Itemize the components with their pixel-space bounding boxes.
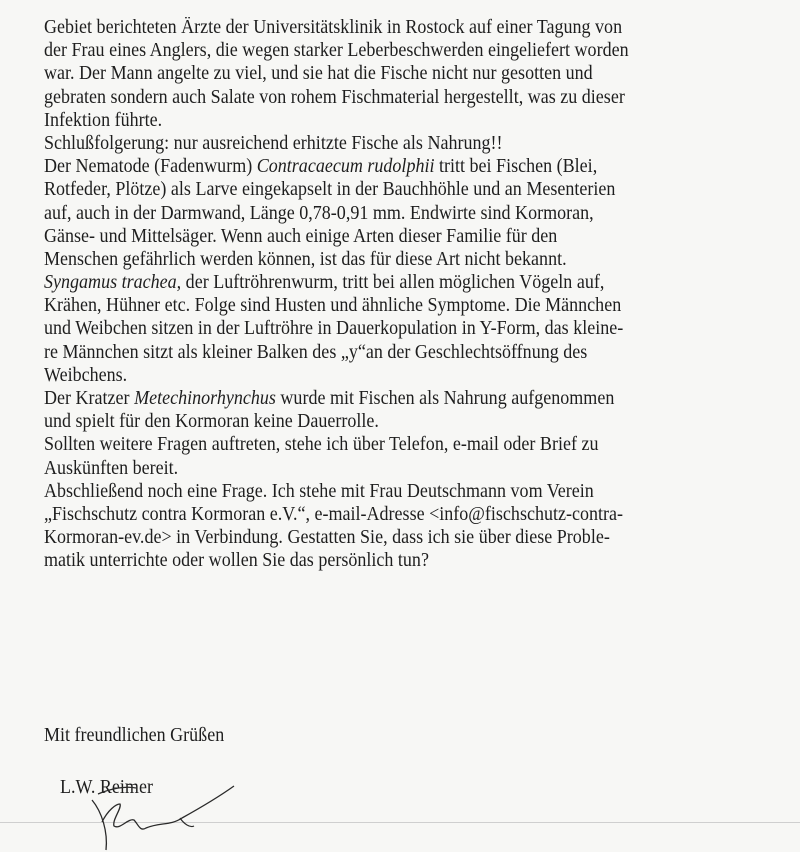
text-segment: matik unterrichte oder wollen Sie das persönlich tun? xyxy=(44,550,429,572)
text-line xyxy=(44,433,743,456)
text-segment: Sollten weitere Fragen auftreten, stehe ich über Telefon, e-mail oder Brief zu xyxy=(44,434,599,456)
species-name: Metechinorhynchus xyxy=(134,388,276,409)
text-segment: Rotfeder, Plötze) als Larve eingekapselt in der Bauchhöhle und an Mesenterien xyxy=(44,179,616,201)
text-segment: Weibchens. xyxy=(44,364,128,386)
handwritten-signature xyxy=(50,782,250,852)
text-line xyxy=(44,457,743,480)
text-line xyxy=(44,109,743,132)
species-name: Syngamus trachea, xyxy=(44,272,182,294)
text-line xyxy=(44,39,743,62)
letter-closing: Mit freundlichen Grüßen xyxy=(44,725,225,746)
text-line xyxy=(44,364,743,387)
text-segment: Abschließend noch eine Frage. Ich stehe mit Frau Deutschmann vom Verein xyxy=(44,480,594,502)
text-segment: der Frau eines Anglers, die wegen starker Leberbeschwerden eingeliefert worden xyxy=(44,40,629,62)
text-line xyxy=(44,271,743,294)
text-line xyxy=(44,16,743,39)
text-line xyxy=(44,410,743,433)
text-line xyxy=(44,341,743,364)
text-segment: Kormoran-ev.de> in Verbindung. Gestatten Sie, dass ich sie über diese Proble- xyxy=(44,527,610,549)
text-segment: Infektion führte. xyxy=(44,109,163,131)
text-segment: Krähen, Hühner etc. Folge sind Husten und ähnliche Symptome. Die Männchen xyxy=(44,295,622,317)
species-name: Contracaecum rudolphii xyxy=(256,156,435,178)
text-line xyxy=(44,178,743,201)
letter-body xyxy=(44,16,800,573)
text-line xyxy=(44,526,743,549)
text-segment: der Luftröhrenwurm, tritt bei allen möglichen Vögeln auf, xyxy=(181,272,605,294)
text-segment: und spielt für den Kormoran keine Dauerrolle. xyxy=(44,411,379,433)
text-segment: Der Nematode (Fadenwurm) xyxy=(44,156,257,178)
text-segment: re Männchen sitzt als kleiner Balken des „y“an der Geschlechtsöffnung des xyxy=(44,341,588,363)
text-segment: auf, auch in der Darmwand, Länge 0,78-0,91 mm. Endwirte sind Kormoran, xyxy=(44,202,594,224)
text-segment: tritt bei Fischen (Blei, xyxy=(434,156,598,178)
text-line xyxy=(44,248,743,271)
signatory-name: L.W. Reimer xyxy=(60,777,153,798)
text-segment: war. Der Mann angelte zu viel, und sie hat die Fische nicht nur gesotten und xyxy=(44,63,593,85)
text-segment: wurde mit Fischen als Nahrung aufgenommen xyxy=(275,388,615,409)
text-segment: Schlußfolgerung: nur ausreichend erhitzte Fische als Nahrung!! xyxy=(44,132,503,154)
text-line xyxy=(44,549,743,572)
text-line xyxy=(44,294,743,317)
text-segment: Der Kratzer xyxy=(44,388,135,409)
text-line xyxy=(44,155,743,178)
text-line xyxy=(44,480,743,503)
text-segment: Gebiet berichteten Ärzte der Universitätsklinik in Rostock auf einer Tagung von xyxy=(44,17,623,38)
text-line xyxy=(44,225,743,248)
text-line xyxy=(44,202,743,225)
text-line xyxy=(44,132,743,155)
text-segment: Menschen gefährlich werden können, ist das für diese Art nicht bekannt. xyxy=(44,248,567,270)
text-segment: Gänse- und Mittelsäger. Wenn auch einige Arten dieser Familie für den xyxy=(44,225,558,247)
text-line xyxy=(44,62,743,85)
text-segment: gebraten sondern auch Salate von rohem Fischmaterial hergestellt, was zu dieser xyxy=(44,86,625,108)
text-segment: Auskünften bereit. xyxy=(44,457,179,479)
text-line xyxy=(44,317,743,340)
text-segment: und Weibchen sitzen in der Luftröhre in Dauerkopulation in Y-Form, das kleine- xyxy=(44,318,624,340)
text-line xyxy=(44,86,743,109)
text-line xyxy=(44,503,743,526)
text-segment: „Fischschutz contra Kormoran e.V.“, e-mail-Adresse <info@fischschutz-contra- xyxy=(44,503,624,525)
text-line xyxy=(44,387,743,410)
